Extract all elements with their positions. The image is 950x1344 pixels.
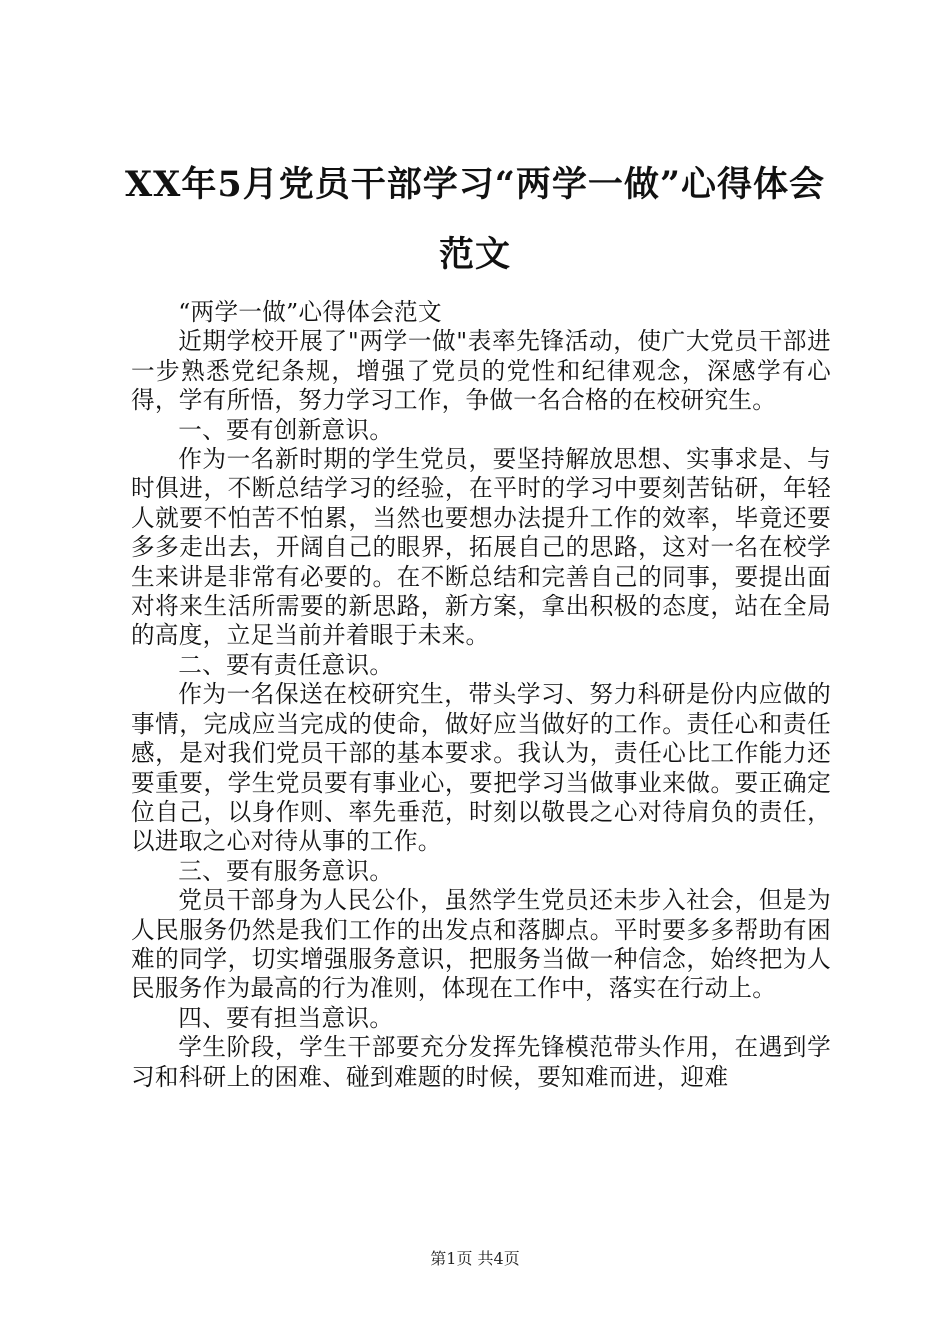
paragraph-section-1: 作为一名新时期的学生党员，要坚持解放思想、实事求是、与时俱进，不断总结学习的经验，在平时的学习中要刻苦钻研，年轻人就要不怕苦不怕累，当然也要想办法提升工作的效率，毕竟还要多多走出去，开阔自己的眼界，拓展自己的思路，这对一名在校学生来讲是非常有必要的。在不断总结和完善自己的同事，要提出面对将来生活所需要的新思路，新方案，拿出积极的态度，站在全局的高度，立足当前并着眼于未来。 xyxy=(131,445,831,650)
page-number-footer: 第1页 共4页 xyxy=(430,1249,520,1268)
paragraph-subtitle: “两学一做”心得体会范文 xyxy=(178,298,442,326)
section-heading-3: 三、要有服务意识。 xyxy=(178,856,394,885)
paragraph-section-3: 党员干部身为人民公仆，虽然学生党员还未步入社会，但是为人民服务仍然是我们工作的出发点和落脚点。平时要多多帮助有困难的同学，切实增强服务意识，把服务当做一种信念，始终把为人民服务作为最高的行为准则，体现在工作中，落实在行动上。 xyxy=(131,886,831,1003)
section-heading-1: 一、要有创新意识。 xyxy=(178,415,394,444)
paragraph-section-2: 作为一名保送在校研究生，带头学习、努力科研是份内应做的事情，完成应当完成的使命，做好应当做好的工作。责任心和责任感，是对我们党员干部的基本要求。我认为，责任心比工作能力还要重要，学生党员要有事业心，要把学习当做事业来做。要正确定位自己，以身作则、率先垂范，时刻以敬畏之心对待肩负的责任，以进取之心对待从事的工作。 xyxy=(131,680,831,856)
document-title: XX年5月党员干部学习“两学一做”心得体会范文 xyxy=(125,164,825,275)
document-body xyxy=(131,298,831,1092)
section-heading-2: 二、要有责任意识。 xyxy=(178,650,394,679)
paragraph-section-4: 学生阶段，学生干部要充分发挥先锋模范带头作用，在遇到学习和科研上的困难、碰到难题的时候，要知难而进，迎难 xyxy=(131,1033,831,1091)
paragraph-intro: 近期学校开展了"两学一做"表率先锋活动，使广大党员干部进一步熟悉党纪条规，增强了党员的党性和纪律观念，深感学有心得，学有所悟，努力学习工作，争做一名合格的在校研究生。 xyxy=(131,327,831,415)
section-heading-4: 四、要有担当意识。 xyxy=(178,1003,394,1032)
